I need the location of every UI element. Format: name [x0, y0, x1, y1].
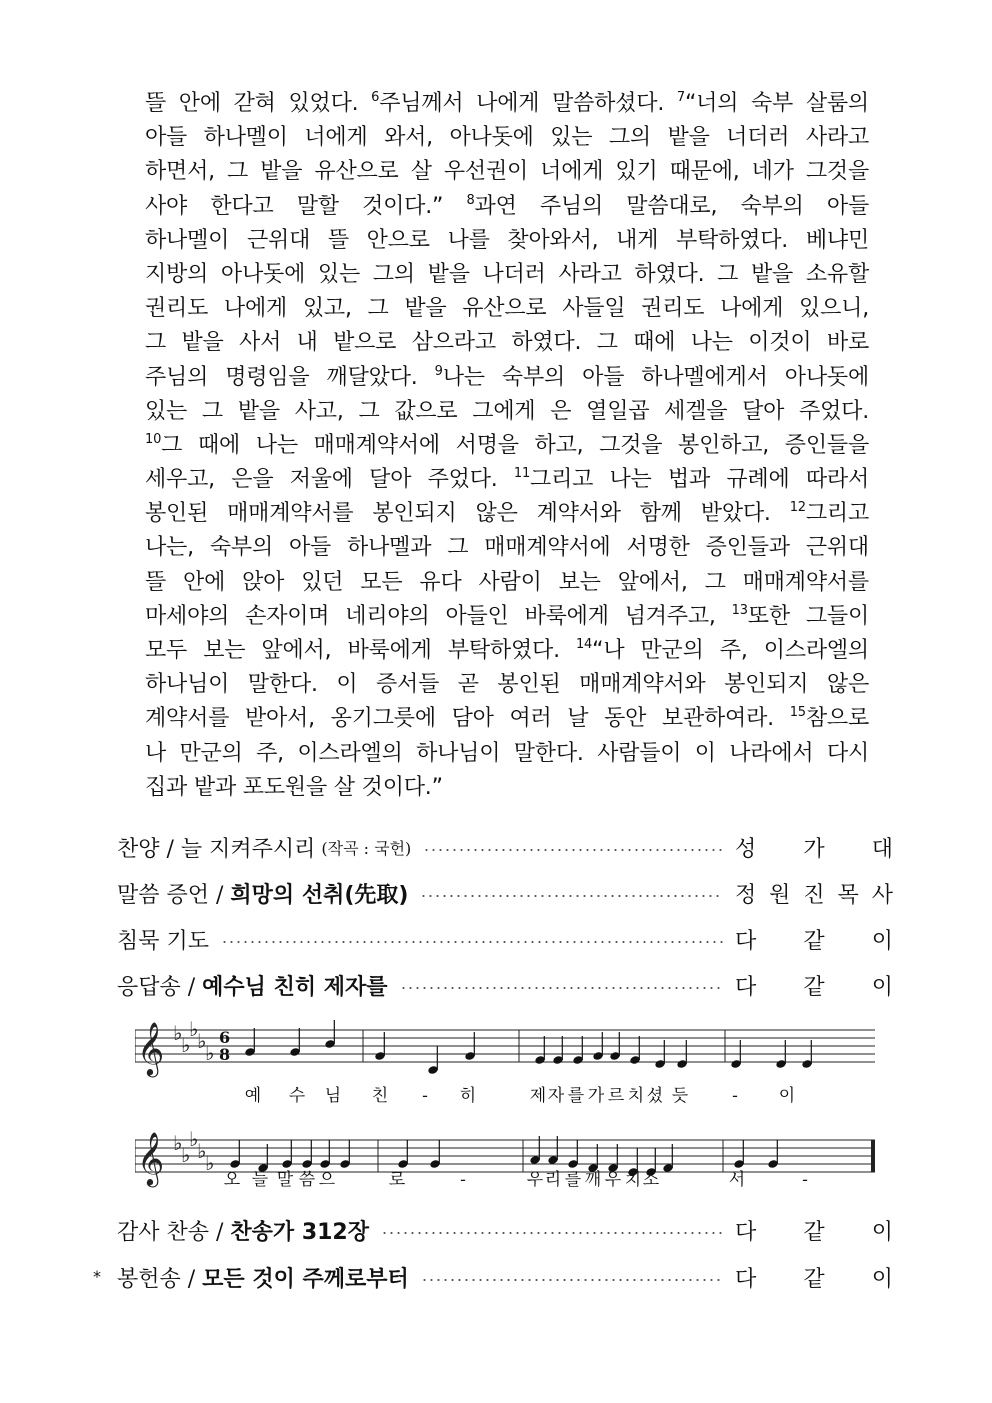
passage-text: 나 만군의 주, 이스라엘의 하나님이 말한다. 사람들이 이 나라에서 다시 [145, 740, 869, 766]
order-responder [735, 832, 893, 863]
passage-text: 지방의 아나돗에 있는 그의 밭을 나더러 사라고 하였다. 그 밭을 소유할 [145, 261, 869, 287]
lyric-syllable: 자 [547, 1086, 565, 1106]
flat-icon: ♭ [197, 1029, 207, 1053]
flat-icon: ♭ [173, 1131, 183, 1155]
passage-line [145, 737, 869, 771]
composer-note: (작곡 : 국헌) [321, 838, 412, 858]
responder-char: 다 [735, 1266, 757, 1292]
passage-text: 나는, 숙부의 아들 하나멜과 그 매매계약서에 서명한 증인들과 근위대 [145, 535, 869, 561]
verse-number: 13 [731, 602, 748, 618]
lyric-syllable: 르 [607, 1086, 625, 1106]
verse-number: 8 [466, 192, 475, 208]
lyric-syllable: 우 [604, 1170, 622, 1190]
lyric-syllable: - [732, 1086, 738, 1106]
verse-number: 12 [789, 500, 806, 516]
lyric-syllable: 서 [728, 1170, 746, 1190]
flat-icon: ♭ [189, 1127, 199, 1151]
passage-line [145, 463, 869, 497]
responder-char: 같 [803, 974, 825, 1000]
treble-clef-icon: 𝄞 [137, 1021, 165, 1075]
responder-char: 진 [803, 882, 825, 908]
passage-text: 그리고 나는 법과 규례에 따라서 [530, 467, 869, 493]
lyric-syllable: 친 [371, 1086, 389, 1106]
treble-clef-icon: 𝄞 [137, 1131, 165, 1185]
responder-char: 다 [735, 1219, 757, 1245]
passage-line [145, 429, 869, 463]
responder-char: 같 [803, 928, 825, 954]
passage-line [145, 326, 869, 360]
passage-text: 또한 그들이 [747, 603, 869, 629]
verse-number: 11 [513, 466, 531, 482]
verse-number: 14 [575, 637, 593, 652]
passage-line [145, 600, 869, 634]
order-title [117, 878, 408, 909]
order-responder [735, 924, 893, 955]
order-title-text: 봉헌송 / [117, 1266, 203, 1292]
responder-char: 이 [871, 1266, 893, 1292]
passage-text: 권리도 나에게 있고, 그 밭을 유산으로 사들일 권리도 나에게 있으니, [145, 296, 869, 322]
staff-line-2 [135, 1127, 875, 1187]
responder-char: 다 [735, 928, 757, 954]
passage-line [145, 258, 869, 292]
order-title-text: 침묵 기도 [117, 928, 210, 954]
lyric-syllable: 수 [288, 1086, 306, 1106]
flat-icon: ♭ [181, 1143, 191, 1167]
passage-line [145, 292, 869, 326]
order-title-emphasis: 모든 것이 주께로부터 [202, 1266, 409, 1292]
dot-leader [381, 1232, 723, 1234]
passage-text: 아들 하나멜이 너에게 와서, 아나돗에 있는 그의 밭을 너더러 사라고 [145, 125, 869, 151]
order-title [117, 970, 388, 1001]
order-item [117, 967, 893, 1003]
passage-text: 과연 주님의 말씀대로, 숙부의 아들 [474, 193, 869, 219]
order-title-text: 말씀 증언 / [117, 882, 231, 908]
lyric-syllable: - [802, 1170, 808, 1190]
passage-text: 하나님이 말한다. 이 증서들 곧 봉인된 매매계약서와 봉인되지 않은 [145, 672, 869, 698]
dot-leader [400, 987, 724, 989]
lyric-syllable: 소 [642, 1170, 660, 1190]
lyric-syllable: 예 [244, 1086, 262, 1106]
verse-number: 10 [145, 431, 162, 447]
verse-number: 15 [789, 705, 806, 721]
responder-char: 같 [803, 1219, 825, 1245]
lyric-syllable: 히 [459, 1086, 477, 1106]
responder-char: 원 [769, 882, 791, 908]
flat-icon: ♭ [205, 1041, 215, 1065]
passage-text: “너의 숙부 살룸의 [684, 91, 869, 116]
dot-leader [421, 1279, 723, 1281]
verse-number: 9 [434, 363, 443, 379]
responder-char: 이 [871, 974, 893, 1000]
passage-line [145, 190, 869, 224]
passage-line [145, 668, 869, 702]
order-item [117, 1259, 893, 1295]
order-title [117, 924, 209, 955]
lyric-syllable: - [460, 1170, 466, 1190]
passage-line [145, 634, 869, 668]
passage-line [145, 771, 869, 805]
order-title [117, 832, 315, 863]
lyric-syllable: 리 [544, 1170, 562, 1190]
passage-text: 그 때에 나는 매매계약서에 서명을 하고, 그것을 봉인하고, 증인들을 [161, 432, 869, 458]
lyric-syllable: 셨 [646, 1086, 664, 1106]
passage-line [145, 395, 869, 429]
flat-icon: ♭ [173, 1021, 183, 1045]
passage-text: 마세야의 손자이며 네리야의 아들인 바룩에게 넘겨주고, [145, 603, 732, 629]
order-responder [735, 878, 893, 909]
lyric-syllable: 치 [624, 1170, 642, 1190]
passage-text: 주님의 명령임을 깨달았다. [145, 364, 435, 390]
passage-text: 있는 그 밭을 사고, 그 값으로 그에게 은 열일곱 세겔을 달아 주었다. [145, 398, 869, 424]
lyric-syllable: 제 [529, 1086, 547, 1106]
lyric-syllable: 이 [778, 1086, 796, 1106]
passage-text: 하면서, 그 밭을 유산으로 살 우선권이 너에게 있기 때문에, 네가 그것을 [145, 159, 869, 185]
passage-line [145, 497, 869, 531]
scripture-passage [145, 87, 869, 805]
order-item [117, 921, 893, 957]
time-signature-bottom: 8 [219, 1045, 231, 1064]
passage-text: 나는 숙부의 아들 하나멜에게서 아나돗에 [442, 364, 869, 390]
verse-number: 7 [676, 90, 685, 105]
passage-text: 주님께서 나에게 말씀하셨다. [379, 91, 677, 116]
passage-text: 사야 한다고 말할 것이다.” [145, 193, 467, 219]
passage-line [145, 224, 869, 258]
passage-line [145, 155, 869, 189]
lyric-syllable: 오 [223, 1170, 241, 1190]
lyric-syllable: - [422, 1086, 428, 1106]
lyric-syllable: 를 [567, 1086, 585, 1106]
standing-mark: * [93, 1267, 101, 1286]
dot-leader [221, 941, 723, 943]
responder-char: 이 [871, 928, 893, 954]
flat-icon: ♭ [205, 1151, 215, 1175]
time-signature-top: 6 [219, 1028, 231, 1047]
lyric-syllable: 듯 [671, 1086, 689, 1106]
passage-text: 계약서를 받아서, 옹기그릇에 담아 여러 날 동안 보관하여라. [145, 706, 790, 732]
responder-char: 사 [871, 882, 893, 908]
lyric-syllable: 우 [526, 1170, 544, 1190]
order-title-emphasis: 예수님 친히 제자를 [202, 974, 388, 1000]
passage-line [145, 702, 869, 736]
passage-line [145, 87, 869, 121]
order-item [117, 829, 893, 865]
order-item [117, 875, 893, 911]
passage-text: 뜰 안에 갇혀 있었다. [145, 91, 372, 116]
responder-char: 이 [871, 1219, 893, 1245]
passage-text: 참으로 [805, 706, 869, 732]
order-title [117, 1215, 369, 1246]
order-title-text: 응답송 / [117, 974, 203, 1000]
responder-char: 성 [735, 836, 757, 862]
order-item [117, 1212, 893, 1248]
responder-char: 대 [871, 836, 893, 862]
passage-text: 뜰 안에 앉아 있던 모든 유다 사람이 보는 앞에서, 그 매매계약서를 [145, 569, 869, 595]
flat-icon: ♭ [197, 1139, 207, 1163]
passage-text: 그리고 [805, 501, 869, 527]
passage-text: 하나멜이 근위대 뜰 안으로 나를 찾아와서, 내게 부탁하였다. 베냐민 [145, 227, 869, 253]
staff-line-1 [135, 1017, 875, 1077]
passage-text: 봉인된 매매계약서를 봉인되지 않은 계약서와 함께 받았다. [145, 501, 790, 527]
lyric-syllable: 로 [388, 1170, 406, 1190]
order-title [117, 1262, 409, 1293]
flat-icon: ♭ [189, 1017, 199, 1041]
lyric-syllable: 가 [587, 1086, 605, 1106]
responder-char: 다 [735, 974, 757, 1000]
passage-text: 세우고, 은을 저울에 달아 주었다. [145, 467, 514, 493]
response-song-score [135, 1015, 880, 1195]
final-barline [871, 1140, 875, 1172]
order-title-text: 찬양 / 늘 지켜주시리 [117, 836, 316, 862]
responder-char: 가 [803, 836, 825, 862]
passage-text: 그 밭을 사서 내 밭으로 삼으라고 하였다. 그 때에 나는 이것이 바로 [145, 330, 869, 356]
lyric-syllable: 님 [324, 1086, 342, 1106]
lyric-syllable: 치 [627, 1086, 645, 1106]
dot-leader [423, 849, 723, 851]
lyric-syllable: 씀 [298, 1170, 316, 1190]
order-responder [735, 970, 893, 1001]
passage-text: “나 만군의 주, 이스라엘의 [592, 638, 869, 663]
passage-line [145, 361, 869, 395]
passage-text: 모두 보는 앞에서, 바룩에게 부탁하였다. [145, 638, 576, 663]
lyric-syllable: 깨 [584, 1170, 602, 1190]
order-title-emphasis: 희망의 선취(先取) [230, 882, 409, 908]
responder-char: 같 [803, 1266, 825, 1292]
dot-leader [420, 895, 723, 897]
flat-icon: ♭ [181, 1033, 191, 1057]
passage-line [145, 121, 869, 155]
order-responder [735, 1215, 893, 1246]
passage-text: 집과 밭과 포도원을 살 것이다.” [145, 774, 443, 800]
lyric-syllable: 를 [564, 1170, 582, 1190]
passage-line [145, 531, 869, 565]
responder-char: 정 [735, 882, 757, 908]
responder-char: 목 [837, 882, 859, 908]
order-title-text: 감사 찬송 / [117, 1219, 231, 1245]
lyric-syllable: 늘 [251, 1170, 269, 1190]
order-title-emphasis: 찬송가 312장 [230, 1219, 369, 1245]
lyric-syllable: 말 [276, 1170, 294, 1190]
lyrics-line-1 [245, 1085, 795, 1106]
order-responder [735, 1262, 893, 1293]
verse-number: 6 [371, 90, 380, 105]
passage-line [145, 566, 869, 600]
lyric-syllable: 으 [318, 1170, 336, 1190]
